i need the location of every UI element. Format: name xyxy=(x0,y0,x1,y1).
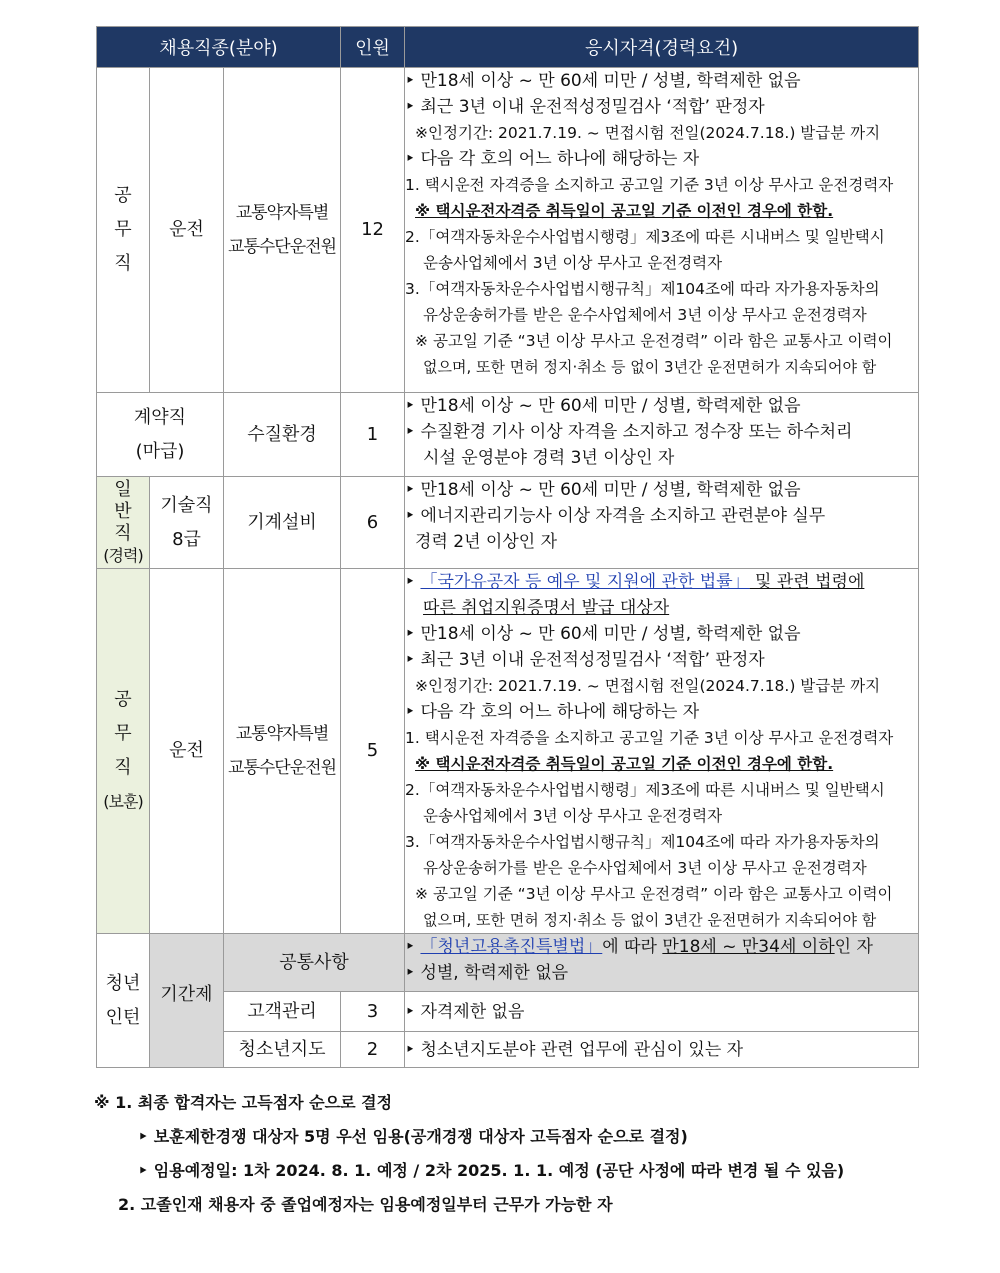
qual-line: ‣ 최근 3년 이내 운전적성정밀검사 ‘적합’ 판정자 xyxy=(405,97,765,117)
qual-line: 3.「여객자동차운수사업법시행규칙」제104조에 따라 자가용자동차의 xyxy=(405,280,880,298)
qualification-cell xyxy=(405,477,919,569)
qualification-cell xyxy=(405,393,919,477)
type-cell: 일 반 직 (경력) xyxy=(97,477,150,569)
qual-note-highlight: ※ 택시운전자격증 취득일이 공고일 기준 이전인 경우에 한함. xyxy=(415,755,834,773)
qual-line: 2.「여객자동차운수사업법시행령」제3조에 따른 시내버스 및 일반택시 xyxy=(405,781,885,799)
qual-line: ‣ 「청년고용촉진특별법」에 따라 만18세 ~ 만34세 이하인 자 xyxy=(405,937,873,957)
qual-line: ‣ 다음 각 호의 어느 하나에 해당하는 자 xyxy=(405,702,700,722)
type-cell: 계약직 (마급) xyxy=(97,393,224,477)
headcount-cell: 3 xyxy=(341,992,405,1032)
notes-section xyxy=(94,1086,844,1222)
common-cell: 공통사항 xyxy=(224,934,405,992)
qual-line: 시설 운영분야 경력 3년 이상인 자 xyxy=(423,448,675,468)
table-row xyxy=(97,68,919,393)
qual-line: ‣ 다음 각 호의 어느 하나에 해당하는 자 xyxy=(405,149,700,169)
note-line: 2. 고졸인재 채용자 중 졸업예정자는 임용예정일부터 근무가 가능한 자 xyxy=(118,1195,613,1214)
qual-line: 유상운송허가를 받은 운수사업체에서 3년 이상 무사고 운전경력자 xyxy=(423,306,867,324)
table-row xyxy=(97,569,919,934)
qualification-cell xyxy=(405,569,919,934)
headcount-cell: 1 xyxy=(341,393,405,477)
qual-line: ‣ 성별, 학력제한 없음 xyxy=(405,963,569,983)
headcount-cell: 2 xyxy=(341,1032,405,1068)
type-cell: 공 무 직 xyxy=(97,68,150,393)
headcount-cell: 6 xyxy=(341,477,405,569)
qual-note: ※ 공고일 기준 “3년 이상 무사고 운전경력” 이라 함은 교통사고 이력이 xyxy=(415,332,893,350)
qual-line: ‣ 만18세 이상 ~ 만 60세 미만 / 성별, 학력제한 없음 xyxy=(405,624,801,644)
qual-line: 유상운송허가를 받은 운수사업체에서 3년 이상 무사고 운전경력자 xyxy=(423,859,867,877)
recruitment-table xyxy=(96,26,919,1068)
note-line: ‣ 임용예정일: 1차 2024. 8. 1. 예정 / 2차 2025. 1. 1. 예정 (공단 사정에 따라 변경 될 수 있음) xyxy=(138,1161,845,1180)
qual-line: ‣ 만18세 이상 ~ 만 60세 미만 / 성별, 학력제한 없음 xyxy=(405,396,801,416)
table-row xyxy=(97,477,919,569)
category-cell: 운전 xyxy=(150,569,224,934)
category-cell: 기계설비 xyxy=(224,477,341,569)
qual-line: ‣ 에너지관리기능사 이상 자격을 소지하고 관련분야 실무 xyxy=(405,506,826,526)
sub-category-cell: 청소년지도 xyxy=(224,1032,341,1068)
headcount-cell: 5 xyxy=(341,569,405,934)
grade-cell: 기술직 8급 xyxy=(150,477,224,569)
term-cell: 기간제 xyxy=(150,934,224,1068)
qualification-cell xyxy=(405,992,919,1032)
qual-line: ‣ 「국가유공자 등 예우 및 지원에 관한 법률」 및 관련 법령에 xyxy=(405,572,865,592)
type-cell: 청년 인턴 xyxy=(97,934,150,1068)
org-cell: 교통약자특별 교통수단운전원 xyxy=(224,68,341,393)
note-line: ‣ 보훈제한경쟁 대상자 5명 우선 임용(공개경쟁 대상자 고득점자 순으로 결정) xyxy=(138,1127,688,1146)
qual-note: ※인정기간: 2021.7.19. ~ 면접시험 전일(2024.7.18.) 발급분 까지 xyxy=(415,124,881,142)
qualification-cell xyxy=(405,934,919,992)
law-link[interactable]: 「청년고용촉진특별법」 xyxy=(420,937,603,957)
category-cell: 수질환경 xyxy=(224,393,341,477)
org-cell: 교통약자특별 교통수단운전원 xyxy=(224,569,341,934)
header-qualification: 응시자격(경력요건) xyxy=(405,27,919,68)
headcount-cell: 12 xyxy=(341,68,405,393)
qual-line: 경력 2년 이상인 자 xyxy=(415,532,558,552)
qual-line: ‣ 만18세 이상 ~ 만 60세 미만 / 성별, 학력제한 없음 xyxy=(405,480,801,500)
qual-note: ※인정기간: 2021.7.19. ~ 면접시험 전일(2024.7.18.) 발급분 까지 xyxy=(415,677,881,695)
type-cell: 공 무 직 (보훈) xyxy=(97,569,150,934)
qual-line: ‣ 만18세 이상 ~ 만 60세 미만 / 성별, 학력제한 없음 xyxy=(405,71,801,91)
category-cell: 운전 xyxy=(150,68,224,393)
qual-line: ‣ 자격제한 없음 xyxy=(405,1001,525,1022)
note-line: ※ 1. 최종 합격자는 고득점자 순으로 결정 xyxy=(94,1093,393,1112)
qual-note-highlight: ※ 택시운전자격증 취득일이 공고일 기준 이전인 경우에 한함. xyxy=(415,202,834,220)
table-row xyxy=(97,393,919,477)
qual-line: 운송사업체에서 3년 이상 무사고 운전경력자 xyxy=(423,807,723,825)
qual-line: 1. 택시운전 자격증을 소지하고 공고일 기준 3년 이상 무사고 운전경력자 xyxy=(405,729,894,747)
qual-line: 3.「여객자동차운수사업법시행규칙」제104조에 따라 자가용자동차의 xyxy=(405,833,880,851)
qualification-cell xyxy=(405,68,919,393)
table-header-row xyxy=(97,27,919,68)
qual-note: 없으며, 또한 면허 정지‧취소 등 없이 3년간 운전면허가 지속되어야 함 xyxy=(423,911,877,929)
qual-line: 운송사업체에서 3년 이상 무사고 운전경력자 xyxy=(423,254,723,272)
law-link[interactable]: 「국가유공자 등 예우 및 지원에 관한 법률」 xyxy=(420,572,750,592)
qual-line: 따른 취업지원증명서 발급 대상자 xyxy=(423,598,670,618)
qual-note: 없으며, 또한 면허 정지‧취소 등 없이 3년간 운전면허가 지속되어야 함 xyxy=(423,358,877,376)
qual-line: ‣ 청소년지도분야 관련 업무에 관심이 있는 자 xyxy=(405,1039,744,1060)
qual-line: ‣ 수질환경 기사 이상 자격을 소지하고 정수장 또는 하수처리 xyxy=(405,422,853,442)
qual-line: 2.「여객자동차운수사업법시행령」제3조에 따른 시내버스 및 일반택시 xyxy=(405,228,885,246)
header-headcount: 인원 xyxy=(341,27,405,68)
table-row xyxy=(97,934,919,992)
qual-line: 1. 택시운전 자격증을 소지하고 공고일 기준 3년 이상 무사고 운전경력자 xyxy=(405,176,894,194)
header-position: 채용직종(분야) xyxy=(97,27,341,68)
qual-line: ‣ 최근 3년 이내 운전적성정밀검사 ‘적합’ 판정자 xyxy=(405,650,765,670)
sub-category-cell: 고객관리 xyxy=(224,992,341,1032)
qualification-cell xyxy=(405,1032,919,1068)
qual-note: ※ 공고일 기준 “3년 이상 무사고 운전경력” 이라 함은 교통사고 이력이 xyxy=(415,885,893,903)
